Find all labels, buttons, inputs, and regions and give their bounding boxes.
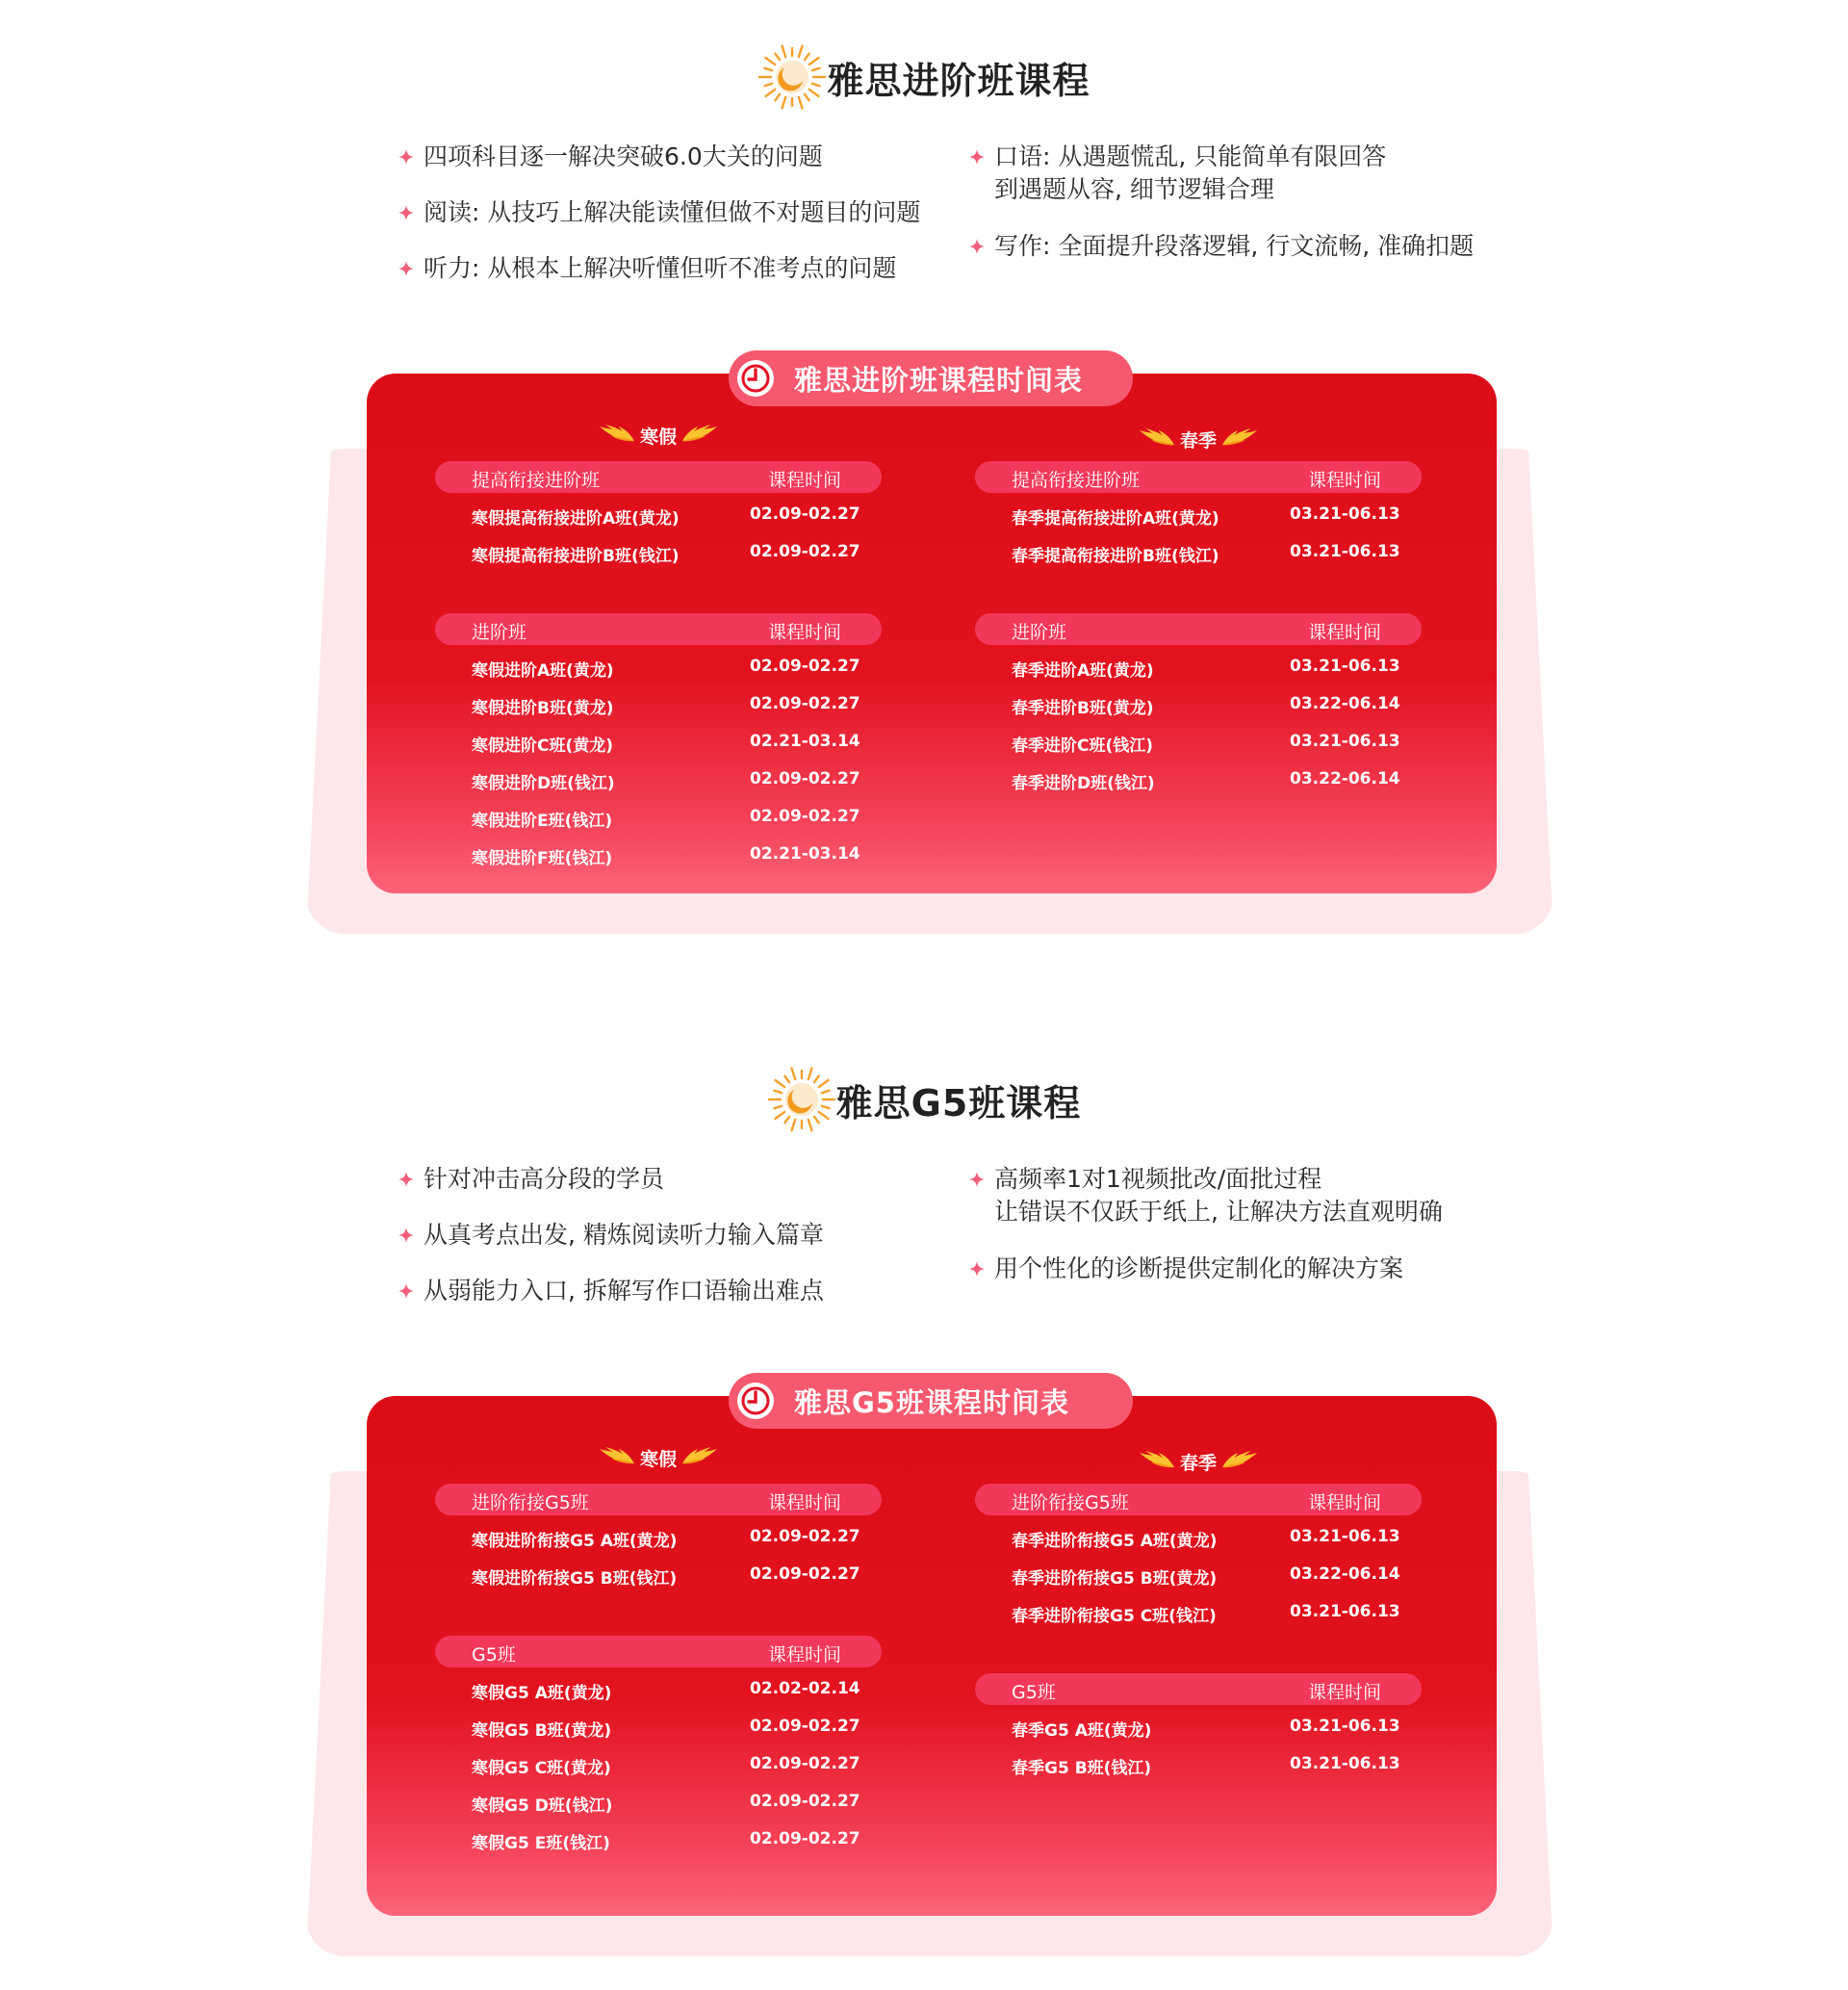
class-row (975, 766, 1422, 793)
section-title (0, 39, 1848, 116)
class-name: 寒假G5 E班(钱江) (472, 1834, 610, 1853)
class-group-header (975, 1484, 1422, 1515)
class-group-name: G5班 (1012, 1682, 1056, 1703)
feature-bullet (994, 230, 1474, 263)
sparkle-star-icon (969, 1172, 985, 1187)
feature-bullet (994, 1253, 1403, 1285)
section-title-text: 雅思进阶班课程 (827, 59, 1091, 102)
class-time: 03.21-06.13 (1290, 542, 1400, 561)
class-row (435, 654, 882, 681)
class-name: 寒假进阶B班(黄龙) (472, 699, 614, 718)
wing-icon (1140, 428, 1174, 450)
class-time: 02.09-02.27 (750, 542, 860, 561)
sparkle-star-icon (398, 1228, 414, 1243)
class-time: 02.09-02.27 (750, 657, 860, 676)
class-time: 02.09-02.27 (750, 1792, 860, 1811)
sparkle-star-icon (969, 149, 985, 165)
season-label-winter (597, 419, 720, 452)
sparkle-star-icon (398, 1172, 414, 1187)
class-time: 03.21-06.13 (1290, 657, 1400, 676)
feature-bullet (424, 252, 896, 285)
class-time: 03.22-06.14 (1290, 1564, 1400, 1584)
class-time-header: 课程时间 (1308, 1492, 1382, 1513)
sun-moon-icon (757, 42, 827, 112)
class-row (435, 1789, 882, 1816)
wing-icon (600, 425, 634, 446)
class-group-header (975, 1673, 1422, 1705)
schedule-title: 雅思G5班课程时间表 (794, 1385, 1069, 1419)
class-name: 春季进阶B班(黄龙) (1012, 699, 1154, 718)
class-name: 寒假进阶E班(钱江) (472, 812, 613, 831)
class-row (435, 729, 882, 756)
class-row (975, 691, 1422, 718)
section-title (0, 1061, 1848, 1138)
class-time: 02.09-02.27 (750, 1527, 860, 1546)
class-time: 02.09-02.27 (750, 807, 860, 826)
class-time: 03.21-06.13 (1290, 1602, 1400, 1621)
class-row (975, 1562, 1422, 1589)
class-name: 春季提高衔接进阶A班(黄龙) (1012, 509, 1219, 529)
class-row (975, 1751, 1422, 1778)
class-time: 03.21-06.13 (1290, 504, 1400, 524)
feature-bullet-text: 从真考点出发, 精炼阅读听力输入篇章 (424, 1221, 824, 1249)
wing-icon (1140, 1451, 1174, 1472)
class-name: 寒假进阶衔接G5 B班(钱江) (472, 1569, 678, 1589)
season-label-text: 寒假 (639, 426, 677, 448)
class-name: 寒假进阶F班(钱江) (472, 849, 613, 868)
class-row (975, 1714, 1422, 1741)
class-group-header (975, 461, 1422, 493)
feature-bullet-text: 阅读: 从技巧上解决能读懂但做不对题目的问题 (424, 198, 921, 226)
feature-bullet-text: 四项科目逐一解决突破6.0大关的问题 (424, 142, 823, 170)
class-row (435, 1562, 882, 1589)
sparkle-star-icon (398, 205, 414, 220)
feature-bullet (424, 141, 823, 173)
class-name: 寒假进阶衔接G5 A班(黄龙) (472, 1532, 678, 1551)
class-time: 02.09-02.27 (750, 504, 860, 524)
class-group-name: 进阶衔接G5班 (472, 1492, 589, 1513)
class-name: 春季进阶衔接G5 A班(黄龙) (1012, 1532, 1218, 1551)
class-name: 寒假G5 D班(钱江) (472, 1796, 613, 1816)
class-time-header: 课程时间 (768, 470, 842, 491)
class-row (435, 1676, 882, 1703)
class-name: 春季G5 A班(黄龙) (1012, 1721, 1152, 1741)
sparkle-star-icon (398, 1283, 414, 1299)
class-group-name: 提高衔接进阶班 (1012, 470, 1141, 491)
class-time: 02.09-02.27 (750, 1829, 860, 1848)
season-label-winter (597, 1441, 720, 1474)
feature-bullet-text: 口语: 从遇题慌乱, 只能简单有限回答 (994, 142, 1387, 170)
class-time-header: 课程时间 (768, 1492, 842, 1513)
wing-icon (682, 1447, 717, 1468)
class-name: 寒假G5 C班(黄龙) (472, 1759, 611, 1778)
class-time: 03.21-06.13 (1290, 1754, 1400, 1773)
class-name: 寒假进阶A班(黄龙) (472, 661, 614, 681)
sun-moon-icon (767, 1065, 836, 1134)
class-row (435, 539, 882, 566)
feature-bullet (424, 1219, 824, 1252)
class-row (975, 539, 1422, 566)
class-time: 02.09-02.27 (750, 694, 860, 713)
feature-bullet (424, 1275, 824, 1307)
class-name: 寒假G5 A班(黄龙) (472, 1684, 612, 1703)
class-name: 春季进阶C班(钱江) (1012, 737, 1154, 756)
class-name: 春季G5 B班(钱江) (1012, 1759, 1152, 1778)
sparkle-star-icon (969, 239, 985, 254)
class-group-header (435, 613, 882, 645)
class-name: 春季进阶衔接G5 B班(黄龙) (1012, 1569, 1218, 1589)
class-row (435, 841, 882, 868)
sparkle-star-icon (398, 261, 414, 276)
feature-bullet-text: 听力: 从根本上解决听懂但听不准考点的问题 (424, 254, 897, 282)
schedule-title-tab (729, 350, 1133, 406)
class-row (435, 691, 882, 718)
class-row (975, 1599, 1422, 1626)
class-name: 春季进阶D班(钱江) (1012, 774, 1155, 793)
clock-icon (736, 1382, 775, 1420)
schedule-title: 雅思进阶班课程时间表 (794, 363, 1084, 397)
class-time-header: 课程时间 (1308, 470, 1382, 491)
class-time-header: 课程时间 (768, 1644, 842, 1666)
feature-bullet-text: 高频率1对1视频批改/面批过程 (994, 1165, 1322, 1193)
feature-bullet (424, 1163, 664, 1196)
class-name: 春季进阶衔接G5 C班(钱江) (1012, 1607, 1217, 1626)
class-group-name: 进阶班 (1012, 622, 1067, 643)
class-group-header (435, 461, 882, 493)
class-time: 03.22-06.14 (1290, 694, 1400, 713)
class-name: 寒假提高衔接进阶B班(钱江) (472, 547, 680, 566)
class-row (975, 654, 1422, 681)
class-group-name: 进阶衔接G5班 (1012, 1492, 1129, 1513)
class-row (435, 1524, 882, 1551)
class-group-header (435, 1484, 882, 1515)
season-label-spring (1137, 423, 1260, 455)
class-time: 02.21-03.14 (750, 732, 860, 751)
class-time: 03.22-06.14 (1290, 769, 1400, 788)
wing-icon (1222, 1451, 1257, 1472)
class-time: 03.21-06.13 (1290, 1527, 1400, 1546)
wing-icon (682, 425, 717, 446)
season-label-text: 春季 (1179, 1452, 1217, 1474)
class-row (435, 804, 882, 831)
wing-icon (1222, 428, 1257, 450)
wing-icon (600, 1447, 634, 1468)
class-name: 寒假进阶D班(钱江) (472, 774, 615, 793)
class-time-header: 课程时间 (1308, 1682, 1382, 1703)
class-row (435, 1751, 882, 1778)
class-group-header (435, 1636, 882, 1667)
feature-bullet-text: 针对冲击高分段的学员 (424, 1165, 665, 1193)
class-time-header: 课程时间 (768, 622, 842, 643)
feature-bullet-text: 写作: 全面提升段落逻辑, 行文流畅, 准确扣题 (994, 232, 1475, 260)
class-row (435, 502, 882, 529)
season-label-text: 寒假 (639, 1448, 677, 1470)
feature-bullet-text: 用个性化的诊断提供定制化的解决方案 (994, 1254, 1404, 1282)
schedule-title-tab (729, 1373, 1133, 1429)
feature-bullet (424, 196, 920, 229)
section-title-text: 雅思G5班课程 (835, 1081, 1082, 1124)
class-name: 春季提高衔接进阶B班(钱江) (1012, 547, 1219, 566)
sparkle-star-icon (398, 149, 414, 165)
class-row (975, 1524, 1422, 1551)
sparkle-star-icon (969, 1261, 985, 1277)
class-time: 02.09-02.27 (750, 1717, 860, 1736)
class-row (435, 766, 882, 793)
class-time: 03.21-06.13 (1290, 732, 1400, 751)
class-name: 寒假提高衔接进阶A班(黄龙) (472, 509, 680, 529)
class-name: 寒假进阶C班(黄龙) (472, 737, 614, 756)
class-group-name: 进阶班 (472, 622, 527, 643)
season-label-text: 春季 (1179, 429, 1217, 452)
feature-bullet (994, 1163, 1443, 1228)
feature-bullet-text: 到遇题从容, 细节逻辑合理 (994, 175, 1274, 203)
class-time: 02.09-02.27 (750, 1564, 860, 1584)
class-group-name: 提高衔接进阶班 (472, 470, 601, 491)
class-name: 春季进阶A班(黄龙) (1012, 661, 1154, 681)
class-time: 02.09-02.27 (750, 769, 860, 788)
season-label-spring (1137, 1445, 1260, 1478)
clock-icon (736, 359, 775, 398)
feature-bullet-text: 从弱能力入口, 拆解写作口语输出难点 (424, 1277, 824, 1305)
feature-bullet-text: 让错误不仅跃于纸上, 让解决方法直观明确 (994, 1198, 1443, 1226)
class-row (435, 1826, 882, 1853)
class-time: 02.02-02.14 (750, 1679, 860, 1698)
class-group-header (975, 613, 1422, 645)
class-group-name: G5班 (472, 1644, 516, 1666)
feature-bullet (994, 141, 1386, 206)
class-name: 寒假G5 B班(黄龙) (472, 1721, 612, 1741)
class-row (435, 1714, 882, 1741)
class-time: 02.21-03.14 (750, 844, 860, 864)
class-time: 02.09-02.27 (750, 1754, 860, 1773)
class-row (975, 502, 1422, 529)
class-row (975, 729, 1422, 756)
class-time-header: 课程时间 (1308, 622, 1382, 643)
class-time: 03.21-06.13 (1290, 1717, 1400, 1736)
